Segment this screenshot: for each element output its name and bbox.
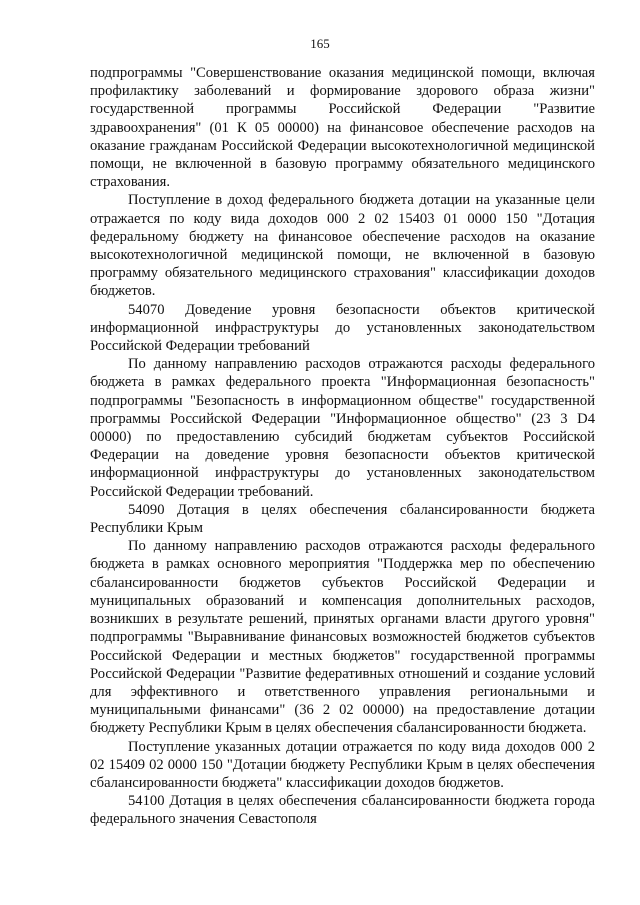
paragraph-continuation: подпрограммы "Совершенствование оказания медицинской помощи, включая профилактику заболеваний и формирование здорового образа жизни" государственной программы Российской Федерации "Развитие здравоохранения" (01 К 05 00000) на финансовое обеспечение расходов на оказание гражданам Российской Федерации высокотехнологичной медицинской помощи, не включенной в базовую программу обязательного медицинского страхования. [90,65,595,191]
paragraph-54090-description: По данному направлению расходов отражаются расходы федерального бюджета в рамках основного мероприятия "Поддержка мер по обеспечению сбалансированности бюджетов субъектов Российской Федерации и муниципальных образований и компенсация дополнительных расходов, возникших в результате решений, принятых органами власти другого уровня" подпрограммы "Выравнивание финансовых возможностей бюджетов субъектов Российской Федерации и местных бюджетов" государственной программы Российской Федерации "Развитие федеративных отношений и создание условий для эффективного и ответственного управления региональными и муниципальными финансами" (36 2 02 00000) на предоставление дотации бюджету Республики Крым в целях обеспечения сбалансированности бюджета. [90,538,595,737]
paragraph-income-code-15403: Поступление в доход федерального бюджета дотации на указанные цели отражается по коду вида доходов 000 2 02 15403 01 0000 150 "Дотация федеральному бюджету на финансовое обеспечение расходов на оказание высокотехнологичной медицинской помощи, не включенной в базовую программу обязательного медицинского страхования" классификации доходов бюджетов. [90,192,595,300]
paragraph-income-code-15409: Поступление указанных дотации отражается по коду вида доходов 000 2 02 15409 02 0000 150 "Дотации бюджету Республики Крым в целях обеспечения сбалансированности бюджета" классификации доходов бюджетов. [90,738,595,791]
heading-54090: 54090 Дотация в целях обеспечения сбалансированности бюджета Республики Крым [90,501,595,537]
heading-54070: 54070 Доведение уровня безопасности объектов критической информационной инфраструктуры до установленных законодательством Российской Федерации требований [90,301,595,355]
paragraph-54070-description: По данному направлению расходов отражаются расходы федерального бюджета в рамках федерального проекта "Информационная безопасность" подпрограммы "Безопасность в информационном обществе" государственной программы Российской Федерации "Информационное общество" (23 3 D4 00000) по предоставлению субсидий бюджетам субъектов Российской Федерации на доведение уровня безопасности объектов критической информационной инфраструктуры до установленных законодательством Российской Федерации требований. [90,356,595,500]
heading-54100: 54100 Дотация в целях обеспечения сбалансированности бюджета города федерального значения Севастополя [90,793,595,828]
page-number: 165 [310,36,330,51]
document-body [90,64,595,829]
